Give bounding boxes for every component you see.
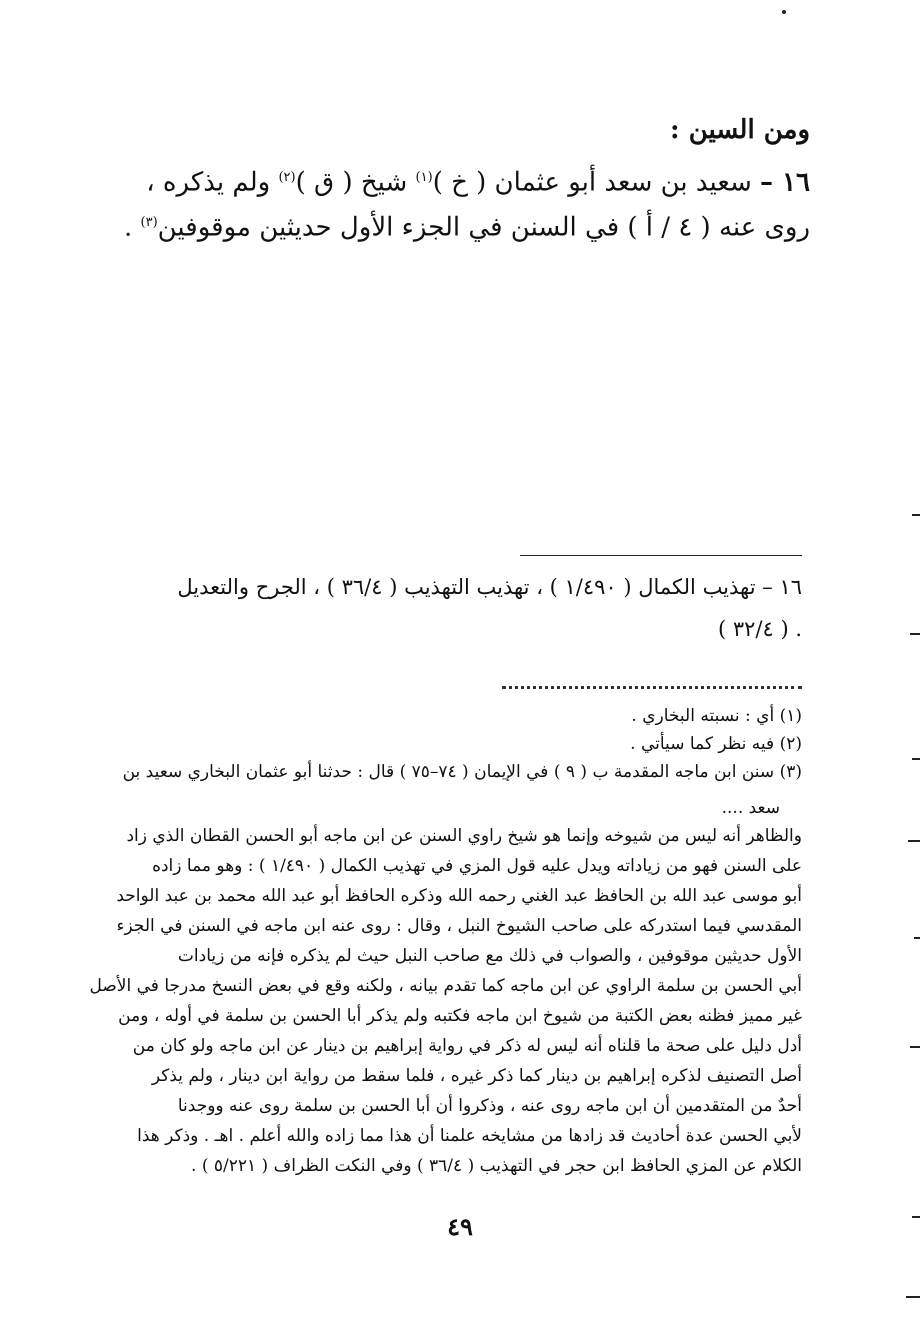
entry-teacher: شيخ ( ق ) — [295, 167, 408, 198]
footnote-body-line: أصل التصنيف لذكره إبراهيم بن دينار كما ذكر غيره ، فلما سقط من رواية ابن دينار ، ولم يذكر — [151, 1066, 802, 1086]
footnote-body-line: الكلام عن المزي الحافظ ابن حجر في التهذيب ( ٣٦/٤ ) وفي النكت الظراف ( ٥/٢٢١ ) . — [191, 1156, 802, 1176]
footnote-body-line: الأول حديثين موقوفين ، والصواب في ذلك مع صاحب النبل حيث لم يذكره فإنه من زيادات — [177, 946, 802, 966]
page-number: ٤٩ — [447, 1212, 473, 1241]
dotted-divider — [502, 686, 802, 689]
footnote-3-line-2: سعد .... — [721, 798, 780, 818]
scan-edge-mark — [912, 758, 920, 760]
sources-line-2: ( ٣٢/٤ ) . — [717, 617, 802, 641]
entry-line-1 — [146, 158, 810, 203]
section-heading: ومن السين : — [670, 115, 810, 145]
footnote-body-line: أدل دليل على صحة ما قلناه أنه ليس له ذكر في رواية إبراهيم بن دينار عن ابن ماجه ولو كان من — [132, 1036, 802, 1056]
scan-edge-mark — [912, 514, 920, 516]
scan-edge-mark — [910, 1046, 920, 1048]
scan-edge-mark — [914, 937, 920, 939]
footnote-body-line: على السنن فهو من زياداته ويدل عليه قول المزي في تهذيب الكمال ( ١/٤٩٠ ) : وهو مما زاده — [152, 856, 802, 876]
footnote-3-line-1: (٣) سنن ابن ماجه المقدمة ب ( ٩ ) في الإيمان ( ٧٤–٧٥ ) قال : حدثنا أبو عثمان البخاري سعيد بن — [122, 762, 802, 782]
entry-note: ولم يذكره ، — [146, 167, 271, 198]
footnote-divider — [520, 555, 802, 556]
scan-edge-mark — [910, 633, 920, 635]
scan-edge-mark — [906, 1296, 920, 1298]
footnote-2: (٢) فيه نظر كما سيأتي . — [630, 734, 802, 754]
footnote-body-line: أبي الحسن بن سلمة الراوي عن ابن ماجه كما تقدم بيانه ، ولكنه وقع في بعض النسخ مدرجا في الأصل — [89, 976, 802, 996]
footnote-1: (١) أي : نسبته البخاري . — [631, 706, 802, 726]
entry-name: سعيد بن سعد أبو عثمان ( خ ) — [432, 167, 752, 198]
sources-line-1: ١٦ – تهذيب الكمال ( ١/٤٩٠ ) ، تهذيب التهذيب ( ٣٦/٤ ) ، الجرح والتعديل — [177, 575, 802, 599]
footnote-ref-3: (٣) — [140, 215, 158, 230]
footnote-body-line: والظاهر أنه ليس من شيوخه وإنما هو شيخ راوي السنن عن ابن ماجه أبو الحسن القطان الذي زاد — [126, 826, 802, 846]
entry-line-2 — [124, 203, 810, 248]
footnote-body-line: أبو موسى عبد الله بن الحافظ عبد الغني رحمه الله وذكره الحافظ أبو عبد الله محمد بن عبد الواحد — [116, 886, 802, 906]
footnote-ref-2: (٢) — [278, 170, 296, 185]
footnote-body-line: لأبي الحسن عدة أحاديث قد زادها من مشايخه علمنا أن هذا مما زاده والله أعلم . اهـ . وذكر هذا — [137, 1126, 802, 1146]
scan-edge-mark — [908, 840, 920, 842]
entry-end: . — [123, 212, 133, 243]
scan-speck — [782, 10, 786, 14]
footnote-body-line: غير مميز فظنه بعض الكتبة من شيوخ ابن ماجه فكتبه ولم يذكر أبا الحسن بن سلمة في أوله ، ومن — [118, 1006, 802, 1026]
scan-edge-mark — [912, 1216, 920, 1218]
entry-number: ١٦ – — [760, 167, 810, 198]
footnote-ref-1: (١) — [415, 170, 433, 185]
footnote-body-line: أحدٌ من المتقدمين أن ابن ماجه روى عنه ، وذكروا أن أبا الحسن بن سلمة روى عنه ووجدنا — [177, 1096, 802, 1116]
footnote-body-line: المقدسي فيما استدركه على صاحب الشيوخ النبل ، وقال : روى عنه ابن ماجه في السنن في الجزء — [116, 916, 802, 936]
entry-text: روى عنه ( ٤ / أ ) في السنن في الجزء الأول حديثين موقوفين — [157, 212, 810, 243]
